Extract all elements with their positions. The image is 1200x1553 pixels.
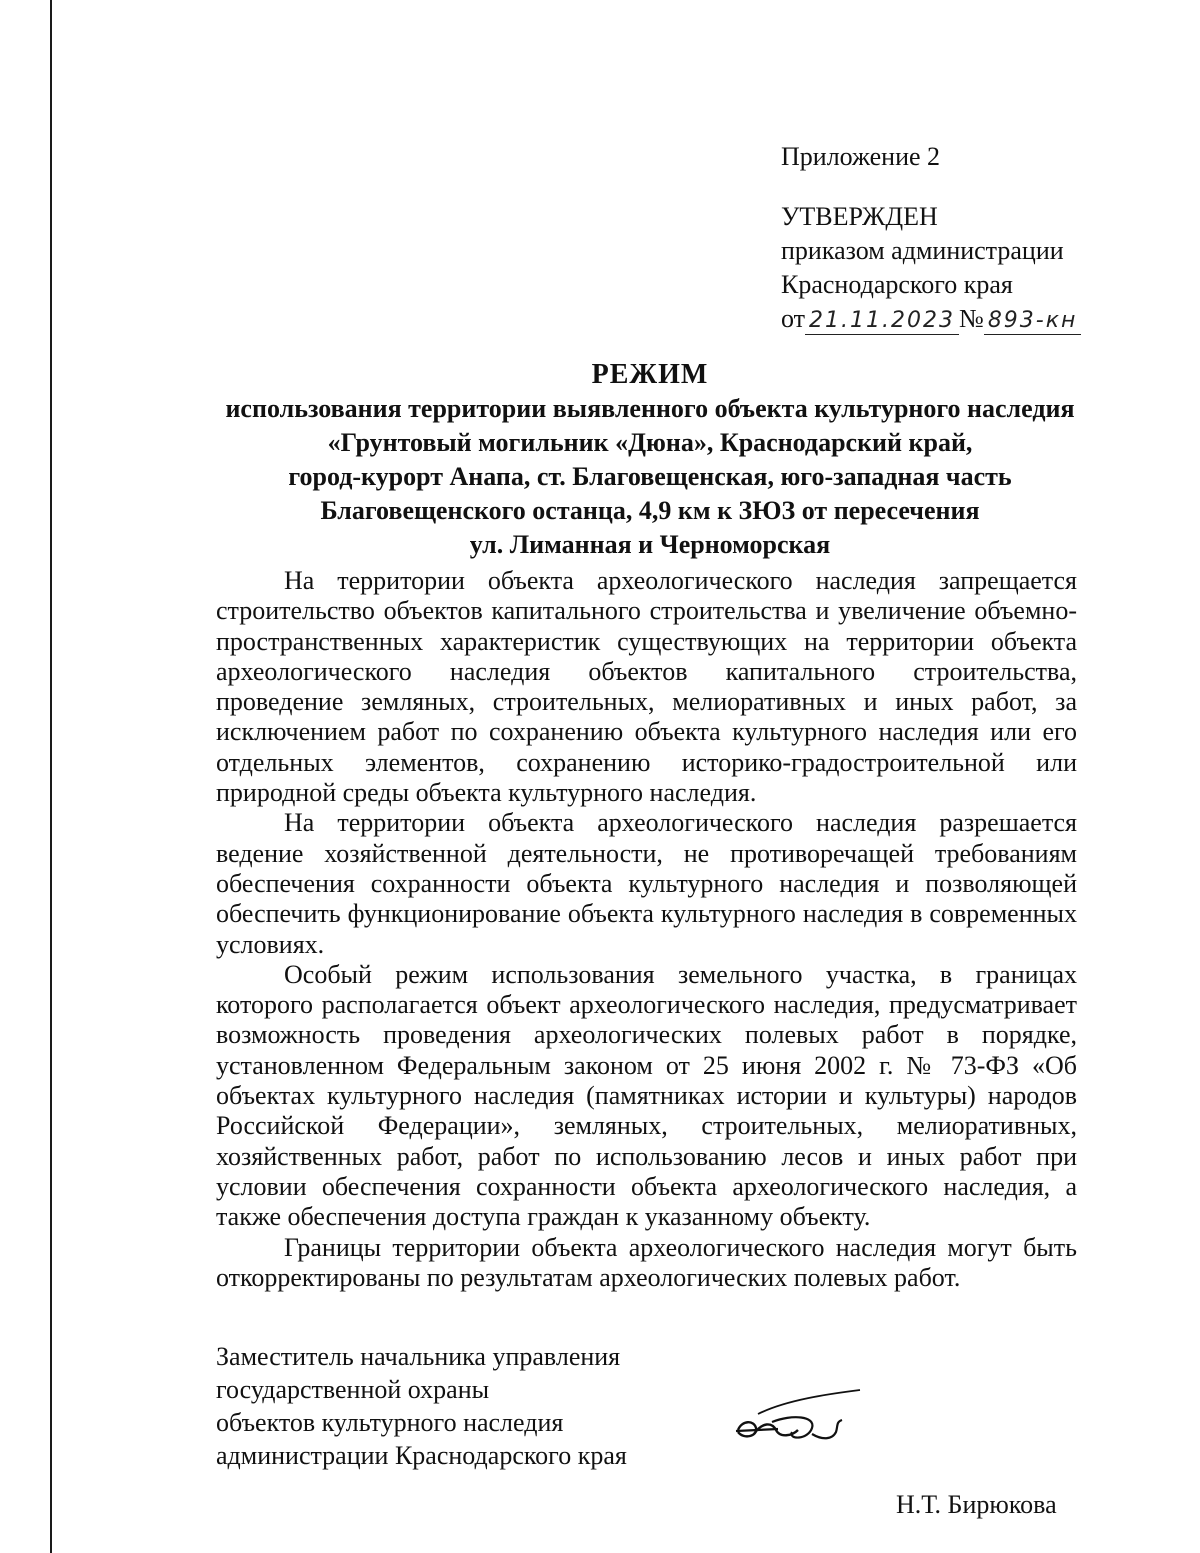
- position-line: администрации Краснодарского края: [216, 1441, 627, 1470]
- document-title: [200, 358, 1100, 562]
- scan-edge-line: [50, 0, 52, 1553]
- body-paragraph: На территории объекта археологического наследия разрешается ведение хозяйственной деятельности, не противоречащей требованиям обеспечения сохранности объекта культурного наследия и позволяющей обеспечить функционирование объекта культурного наследия в современных условиях.: [216, 808, 1077, 959]
- order-date-number: [781, 302, 1081, 336]
- position-line: Заместитель начальника управления: [216, 1342, 621, 1371]
- position-line: объектов культурного наследия: [216, 1408, 564, 1437]
- approval-block: [781, 200, 1081, 336]
- date-prefix: от: [781, 304, 806, 333]
- title-line: «Грунтовый могильник «Дюна», Краснодарский край,: [327, 428, 973, 457]
- body-paragraph: Особый режим использования земельного участка, в границах которого располагается объект археологического наследия, предусматривает возможность проведения археологических полевых работ в порядке, установленном Федеральным законом от 25 июня 2002 г. № 73-ФЗ «Об объектах культурного наследия (памятниках истории и культуры) народов Российской Федерации», земляных, строительных, мелиоративных, хозяйственных работ, работ по использованию лесов и иных работ при условии обеспечения сохранности объекта археологического наследия, а также обеспечения доступа граждан к указанному объекту.: [216, 959, 1077, 1232]
- order-line-1: приказом администрации: [781, 236, 1064, 265]
- order-line-2: Краснодарского края: [781, 270, 1013, 299]
- signer-position: [216, 1340, 627, 1472]
- appendix-label: Приложение 2: [781, 142, 941, 171]
- title-main: РЕЖИМ: [591, 359, 709, 390]
- position-line: государственной охраны: [216, 1375, 490, 1404]
- title-line: использования территории выявленного объекта культурного наследия: [225, 394, 1075, 423]
- signer-name: Н.Т. Бирюкова: [896, 1490, 1057, 1519]
- title-line: Благовещенского останца, 4,9 км к ЗЮЗ от пересечения: [320, 496, 980, 525]
- order-date: 21.11.2023: [805, 308, 959, 335]
- body-paragraph: Границы территории объекта археологического наследия могут быть откорректированы по результатам археологических полевых работ.: [216, 1232, 1077, 1292]
- order-number: 893-кн: [984, 308, 1082, 335]
- document-body: [216, 566, 1077, 1293]
- approved-label: УТВЕРЖДЕН: [781, 202, 938, 231]
- body-paragraph: На территории объекта археологического наследия запрещается строительство объектов капитального строительства и увеличение объемно-пространственных характеристик существующих на территории объекта археологического наследия объектов капитального строительства, проведение земляных, строительных, мелиоративных и иных работ, за исключением работ по сохранению объекта культурного наследия или его отдельных элементов, сохранению историко-градостроительной или природной среды объекта культурного наследия.: [216, 566, 1077, 808]
- handwritten-signature: [732, 1386, 882, 1456]
- number-prefix: №: [959, 304, 984, 333]
- title-line: город-курорт Анапа, ст. Благовещенская, юго-западная часть: [288, 462, 1012, 491]
- title-line: ул. Лиманная и Черноморская: [469, 530, 831, 559]
